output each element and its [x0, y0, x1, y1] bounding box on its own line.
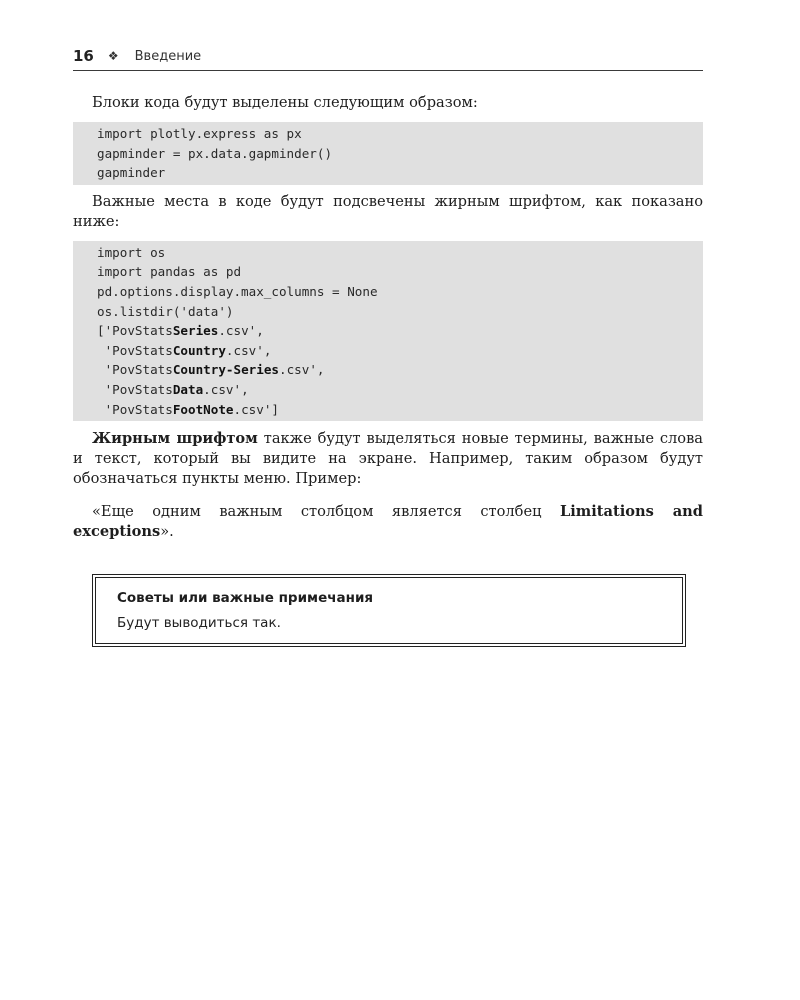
code-file-line: [97, 360, 703, 380]
tip-box-inner: [95, 577, 683, 644]
code-text: 'PovStats: [97, 381, 173, 397]
code-text: 'PovStats: [97, 401, 173, 417]
tip-title: Советы или важные примечания: [117, 590, 374, 606]
paragraph-bold-terms: [73, 429, 703, 489]
code-text: ['PovStats: [97, 323, 173, 339]
code-text: 'PovStats: [97, 362, 173, 378]
code-file-line: [97, 321, 703, 341]
page-header: [73, 44, 703, 71]
code-text: .csv',: [225, 342, 272, 358]
code-highlight: Series: [172, 323, 219, 339]
code-file-line: [97, 400, 703, 420]
code-text: .csv',: [278, 362, 325, 378]
code-block-1: [73, 122, 703, 185]
menu-term: Limitations and exceptions: [73, 503, 703, 541]
code-line: gapminder: [97, 165, 166, 181]
code-highlight: Data: [172, 381, 204, 397]
code-line: import plotly.express as px: [97, 126, 302, 141]
example-text-end: ».: [160, 523, 174, 541]
example-text: «Еще одним важным столбцом является столбец: [92, 503, 560, 521]
diamond-separator-icon: ❖: [107, 49, 119, 63]
code-text: 'PovStats: [97, 342, 173, 358]
code-line: import pandas as pd: [97, 264, 242, 280]
code-highlight: FootNote: [172, 401, 234, 417]
chapter-title: Введение: [134, 48, 202, 64]
code-text: .csv']: [233, 401, 279, 417]
code-block-2: [73, 241, 703, 421]
code-text: .csv',: [203, 381, 249, 397]
paragraph-code-intro: Блоки кода будут выделены следующим образом:: [92, 94, 478, 111]
paragraph-example: [73, 502, 703, 542]
code-line: pd.options.display.max_columns = None: [97, 283, 378, 299]
page-number: 16: [73, 47, 94, 65]
code-text: .csv',: [218, 323, 264, 339]
tip-text: Будут выводиться так.: [117, 615, 281, 631]
code-file-line: [97, 341, 703, 361]
code-line: gapminder = px.data.gapminder(): [97, 145, 333, 161]
code-file-line: [97, 380, 703, 400]
paragraph-text: также будут выделяться новые термины, важные слова и текст, который вы видите на экране. Например, таким образом будут обозначаться пункты меню. Пример:: [73, 430, 703, 488]
tip-box: [92, 574, 686, 647]
code-highlight: Country: [172, 342, 226, 358]
code-line: os.listdir('data'): [97, 303, 234, 319]
bold-term: Жирным шрифтом: [92, 430, 258, 448]
code-highlight: Country-Series: [172, 362, 279, 378]
code-line: import os: [97, 244, 166, 260]
paragraph-bold-code-intro: Важные места в коде будут подсвечены жирным шрифтом, как показано ниже:: [73, 192, 703, 230]
page: [73, 44, 703, 631]
